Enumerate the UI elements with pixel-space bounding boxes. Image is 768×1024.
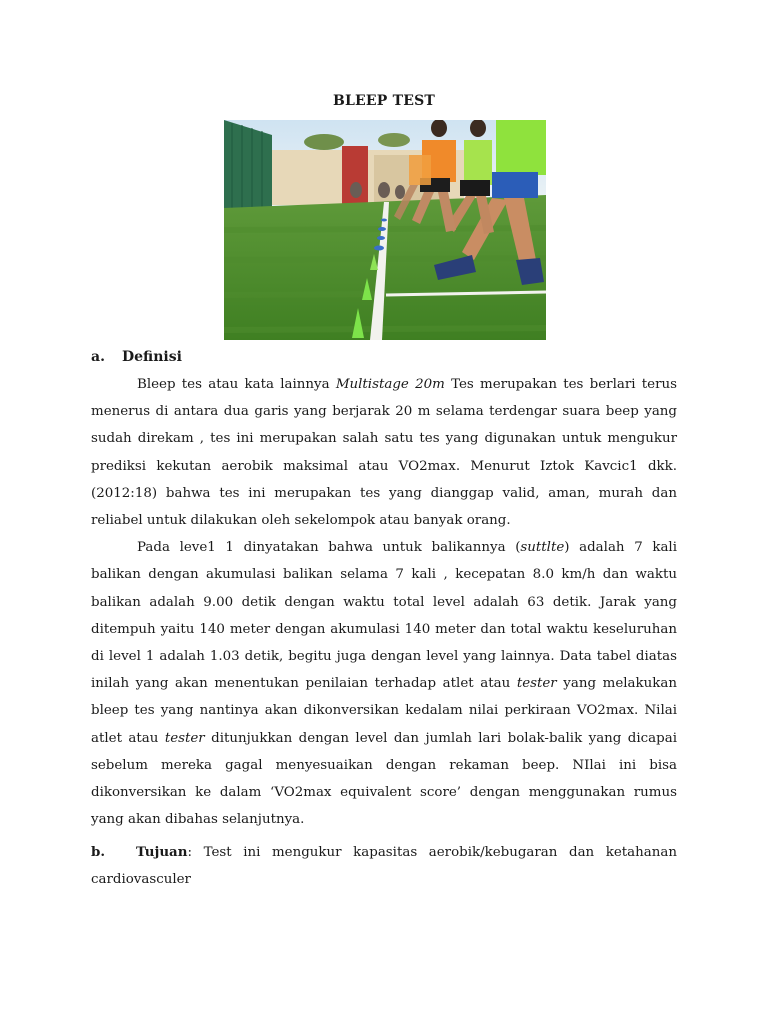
p2-italic-tester-1: tester bbox=[516, 676, 557, 692]
p1-text-start: Bleep tes atau kata lainnya bbox=[137, 377, 336, 392]
section-a-body bbox=[91, 371, 677, 833]
section-b-text: Test ini mengukur kapasitas aerobik/kebugaran dan ketahanan cardiovasculer bbox=[91, 845, 677, 888]
p2-italic-suttlte: suttlte bbox=[520, 540, 565, 556]
paragraph-1 bbox=[91, 371, 677, 534]
p1-text-end: Tes merupakan tes berlari terus menerus di antara dua garis yang berjarak 20 m selama terdengar suara beep yang sudah direkam , tes ini merupakan salah satu tes yang digunakan untuk mengukur prediksi kekutan aerobik maksimal atau VO2max. Menurut Iztok Kavcic1 dkk. (2012:18) bahwa tes ini merupakan tes yang dianggap valid, aman, murah dan reliabel untuk dilakukan oleh sekelompok atau banyak orang. bbox=[91, 377, 677, 529]
p2-text-a: Pada leve1 1 dinyatakan bahwa untuk balikannya ( bbox=[137, 540, 521, 556]
page-title: BLEEP TEST bbox=[332, 93, 436, 109]
section-b-colon: : bbox=[187, 845, 192, 860]
paragraph-2 bbox=[91, 534, 677, 833]
bleep-test-photo bbox=[224, 120, 546, 340]
p2-italic-tester-2: tester bbox=[164, 730, 205, 746]
section-a-number: a. bbox=[91, 349, 105, 365]
section-b-title: Tujuan bbox=[136, 844, 188, 860]
section-a-heading bbox=[91, 349, 182, 365]
p2-text-d: ditunjukkan dengan level dan jumlah lari bolak-balik yang dicapai sebelum mereka gagal menyesuaikan dengan rekaman beep. NIlai ini bisa dikonversikan ke dalam ‘VO2max equivalent score’ dengan menggunakan rumus yang akan dibahas selanjutnya. bbox=[91, 730, 677, 828]
section-b-number: b. bbox=[91, 844, 106, 860]
p1-italic-term: Multistage 20m bbox=[335, 377, 445, 392]
section-a-title: Definisi bbox=[122, 349, 182, 365]
section-b bbox=[91, 839, 677, 893]
p2-text-b: ) adalah 7 kali balikan dengan akumulasi balikan selama 7 kali , kecepatan 8.0 km/h dan waktu balikan adalah 9.00 detik dengan waktu total level adalah 63 detik. Jarak yang ditempuh yaitu 140 meter dengan akumulasi 140 meter dan total waktu keseluruhan di level 1 adalah 1.03 detik, begitu juga dengan level yang lainnya. Data tabel diatas inilah yang akan menentukan penilaian terhadap atlet atau bbox=[91, 540, 677, 692]
p2-text-c: yang melakukan bleep tes yang nantinya akan dikonversikan kedalam nilai perkiraan VO2max. Nilai atlet atau bbox=[91, 676, 678, 746]
